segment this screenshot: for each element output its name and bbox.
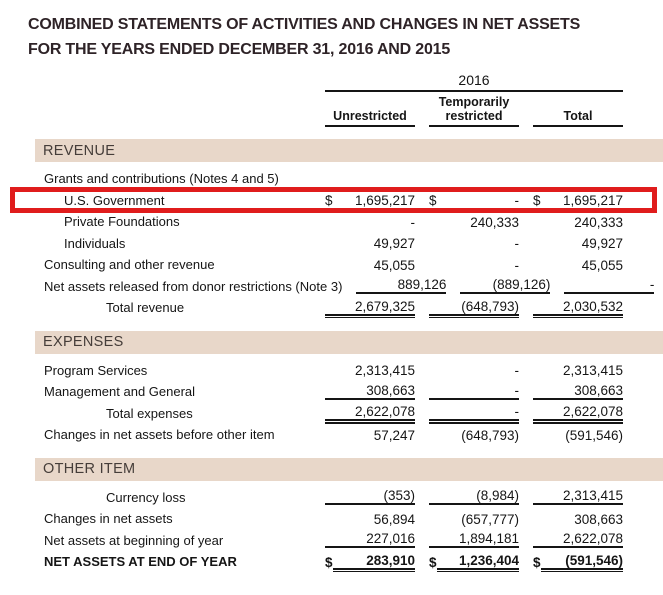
row-label: Currency loss	[106, 489, 186, 505]
table-row	[38, 297, 623, 319]
row-label: Consulting and other revenue	[44, 257, 215, 273]
amount-cell	[325, 211, 415, 233]
amount-value: 283,910	[333, 553, 415, 570]
amount-cell	[429, 254, 519, 276]
section-header-other-item	[35, 458, 663, 481]
amount-cell	[429, 360, 519, 382]
row-label: Total revenue	[106, 300, 185, 316]
amount-value: 308,663	[325, 383, 415, 400]
table-row	[38, 487, 623, 509]
amount-value: 308,663	[574, 511, 623, 527]
amount-value: -	[514, 236, 519, 251]
amount-cell	[533, 487, 623, 509]
amount-value: (648,793)	[461, 427, 519, 443]
amount-value: 45,055	[581, 257, 623, 273]
dollar-sign: $	[533, 554, 541, 570]
amount-value: (591,546)	[565, 427, 623, 443]
amount-cell	[533, 530, 623, 552]
amount-cell	[325, 551, 415, 573]
row-label: Private Foundations	[64, 214, 180, 230]
amount-cell	[429, 508, 519, 530]
table-row	[38, 360, 623, 382]
row-label: Changes in net assets before other item	[44, 427, 275, 443]
section-title: OTHER ITEM	[43, 461, 136, 477]
amount-value: -	[514, 257, 519, 273]
amount-cell	[429, 487, 519, 509]
amount-cell	[533, 233, 623, 255]
amount-cell	[533, 551, 623, 573]
table-row	[38, 551, 623, 573]
row-label: Total expenses	[106, 405, 193, 421]
amount-cell	[325, 530, 415, 552]
amount-cell	[429, 403, 519, 425]
table-row	[38, 530, 623, 552]
amount-cell	[533, 403, 623, 425]
amount-cell	[429, 168, 519, 190]
amount-value: (889,126)	[460, 277, 550, 294]
amount-cell	[533, 381, 623, 403]
amount-cell	[429, 381, 519, 403]
amount-value: (657,777)	[461, 511, 519, 527]
section-header-revenue	[35, 139, 663, 162]
column-header-total: Total	[533, 95, 623, 127]
amount-cell	[325, 254, 415, 276]
amount-value: 240,333	[470, 214, 519, 230]
table-row	[38, 508, 623, 530]
amount-cell	[325, 508, 415, 530]
amount-cell	[533, 254, 623, 276]
amount-cell	[325, 233, 415, 255]
table-row	[38, 424, 623, 446]
amount-cell	[533, 211, 623, 233]
amount-value: -	[514, 363, 519, 378]
amount-value: 2,030,532	[533, 299, 623, 316]
page-title	[28, 12, 623, 62]
table-row	[38, 381, 623, 403]
section-title: REVENUE	[43, 142, 116, 159]
amount-value: 2,679,325	[325, 299, 415, 316]
amount-cell	[429, 530, 519, 552]
dollar-sign: $	[325, 193, 333, 208]
column-header-temporarily-restricted: Temporarily restricted	[429, 95, 519, 127]
amount-cell	[533, 297, 623, 319]
row-label: Grants and contributions (Notes 4 and 5)	[44, 171, 279, 187]
row-label: NET ASSETS AT END OF YEAR	[44, 554, 237, 570]
amount-value: -	[429, 404, 519, 421]
title-line-2: FOR THE YEARS ENDED DECEMBER 31, 2016 AND 2015	[28, 41, 451, 58]
row-label: Net assets released from donor restrictions (Note 3)	[44, 278, 343, 294]
amount-cell	[325, 297, 415, 319]
table-row	[38, 211, 623, 233]
amount-cell	[429, 424, 519, 446]
title-line-1: COMBINED STATEMENTS OF ACTIVITIES AND CHANGES IN NET ASSETS	[28, 16, 581, 33]
amount-value: (353)	[325, 488, 415, 505]
row-label: Management and General	[44, 384, 196, 400]
row-label: Changes in net assets	[44, 511, 173, 527]
section-title: EXPENSES	[43, 334, 124, 350]
amount-value: -	[410, 214, 415, 230]
row-label: Net assets at beginning of year	[44, 532, 224, 548]
dollar-sign: $	[429, 554, 437, 570]
table-row	[38, 254, 623, 276]
year-header-row	[38, 68, 623, 92]
section-header-expenses	[35, 331, 663, 354]
table-row	[38, 403, 623, 425]
amount-value: -	[514, 193, 519, 208]
amount-value: 2,313,415	[562, 363, 623, 378]
amount-cell	[429, 211, 519, 233]
amount-cell	[325, 424, 415, 446]
amount-cell	[460, 276, 550, 298]
row-label: Individuals	[64, 235, 126, 251]
amount-cell	[325, 403, 415, 425]
amount-value: (8,984)	[429, 488, 519, 505]
amount-value: (648,793)	[429, 299, 519, 316]
amount-cell	[533, 424, 623, 446]
amount-value: -	[429, 383, 519, 400]
amount-value: 308,663	[533, 383, 623, 400]
column-header-unrestricted: Unrestricted	[325, 95, 415, 127]
amount-cell	[325, 487, 415, 509]
amount-value: 1,695,217	[562, 193, 623, 208]
amount-value: 2,313,415	[533, 488, 623, 505]
amount-value: 1,236,404	[437, 553, 519, 570]
amount-cell	[533, 190, 623, 212]
amount-value: -	[564, 277, 654, 294]
amount-value: 56,894	[373, 511, 415, 527]
amount-cell	[429, 233, 519, 255]
table-row-highlighted	[38, 190, 623, 212]
amount-value: 45,055	[373, 257, 415, 273]
amount-value: 240,333	[574, 214, 623, 230]
amount-cell	[325, 168, 415, 190]
amount-cell	[533, 360, 623, 382]
amount-value: 1,894,181	[429, 531, 519, 548]
amount-cell	[325, 381, 415, 403]
amount-cell	[325, 190, 415, 212]
amount-value: 2,622,078	[533, 404, 623, 421]
amount-value: (591,546)	[541, 553, 623, 570]
amount-cell	[429, 190, 519, 212]
dollar-sign: $	[429, 193, 437, 208]
amount-value: 2,622,078	[533, 531, 623, 548]
amount-value: 2,313,415	[354, 363, 415, 378]
amount-cell	[325, 360, 415, 382]
year-header: 2016	[325, 72, 623, 92]
amount-cell	[429, 297, 519, 319]
table-row	[38, 276, 655, 298]
row-label: Program Services	[44, 362, 148, 378]
amount-value: 1,695,217	[354, 193, 415, 208]
amount-value: 889,126	[356, 277, 446, 294]
amount-value: 2,622,078	[325, 404, 415, 421]
statement-sections	[38, 139, 655, 573]
table-row	[38, 233, 623, 255]
amount-value: 227,016	[325, 531, 415, 548]
amount-value: 49,927	[373, 236, 415, 251]
amount-value: 49,927	[581, 236, 623, 251]
amount-value: 57,247	[373, 427, 415, 443]
dollar-sign: $	[325, 554, 333, 570]
column-header-row	[38, 92, 623, 127]
row-label: U.S. Government	[64, 192, 165, 208]
amount-cell	[564, 276, 654, 298]
table-row	[38, 168, 623, 190]
amount-cell	[356, 276, 446, 298]
dollar-sign: $	[533, 193, 541, 208]
amount-cell	[533, 168, 623, 190]
amount-cell	[429, 551, 519, 573]
amount-cell	[533, 508, 623, 530]
